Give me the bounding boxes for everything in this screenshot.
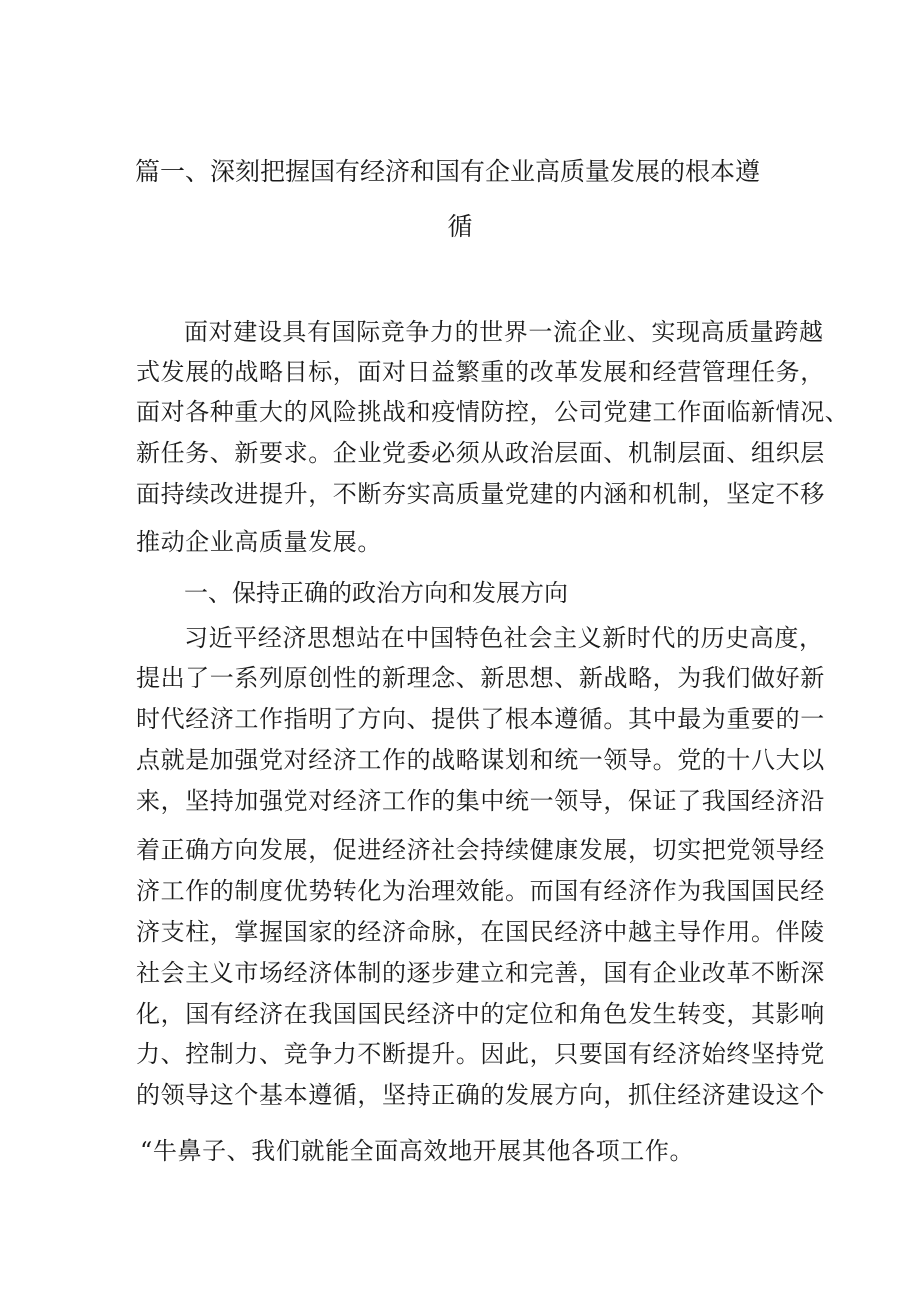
document-title-line-1: 篇一、深刻把握国有经济和国有企业高质量发展的根本遵 bbox=[135, 157, 761, 186]
paragraph-1-line-5: 面持续改进提升，不断夯实高质量党建的内涵和机制，坚定不移 bbox=[136, 480, 825, 508]
paragraph-2-line-4: 点就是加强党对经济工作的战略谋划和统一领导。党的十八大以 bbox=[136, 746, 825, 774]
paragraph-1-line-4: 新任务、新要求。企业党委必须从政治层面、机制层面、组织层 bbox=[136, 439, 825, 467]
paragraph-1-line-2: 式发展的战略目标，面对日益繁重的改革发展和经营管理任务， bbox=[136, 358, 825, 386]
paragraph-2-line-8: 济支柱，掌握国家的经济命脉，在国民经济中越主导作用。伴陵 bbox=[136, 918, 825, 946]
paragraph-2-line-3: 时代经济工作指明了方向、提供了根本遵循。其中最为重要的一 bbox=[136, 705, 825, 733]
paragraph-2-line-6: 着正确方向发展，促进经济社会持续健康发展，切实把党领导经 bbox=[136, 836, 825, 864]
paragraph-2-line-11: 力、控制力、竞争力不断提升。因此，只要国有经济始终坚持党 bbox=[136, 1040, 825, 1068]
document-title-line-2: 循 bbox=[447, 212, 473, 241]
paragraph-2-line-2: 提出了一系列原创性的新理念、新思想、新战略，为我们做好新 bbox=[136, 664, 825, 692]
paragraph-2-line-13: “牛鼻子、我们就能全面高效地开展其他各项工作。 bbox=[140, 1137, 695, 1165]
paragraph-2-line-7: 济工作的制度优势转化为治理效能。而国有经济作为我国国民经 bbox=[136, 877, 825, 905]
paragraph-2-line-1: 习近平经济思想站在中国特色社会主义新时代的历史高度， bbox=[184, 624, 824, 652]
paragraph-1-line-1: 面对建设具有国际竞争力的世界一流企业、实现高质量跨越 bbox=[184, 318, 824, 346]
paragraph-2-line-10: 化，国有经济在我国国民经济中的定位和角色发生转变，其影响 bbox=[136, 1000, 825, 1028]
paragraph-2-line-9: 社会主义市场经济体制的逐步建立和完善，国有企业改革不断深 bbox=[136, 959, 825, 987]
paragraph-1-line-6: 推动企业高质量发展。 bbox=[136, 528, 382, 556]
paragraph-2-line-12: 的领导这个基本遵循，坚持正确的发展方向，抓住经济建设这个 bbox=[136, 1081, 825, 1109]
paragraph-1-line-3: 面对各种重大的风险挑战和疫情防控，公司党建工作面临新情况、 bbox=[136, 398, 850, 426]
section-1-heading: 一、保持正确的政治方向和发展方向 bbox=[184, 579, 568, 607]
paragraph-2-line-5: 来，坚持加强党对经济工作的集中统一领导，保证了我国经济沿 bbox=[136, 787, 825, 815]
